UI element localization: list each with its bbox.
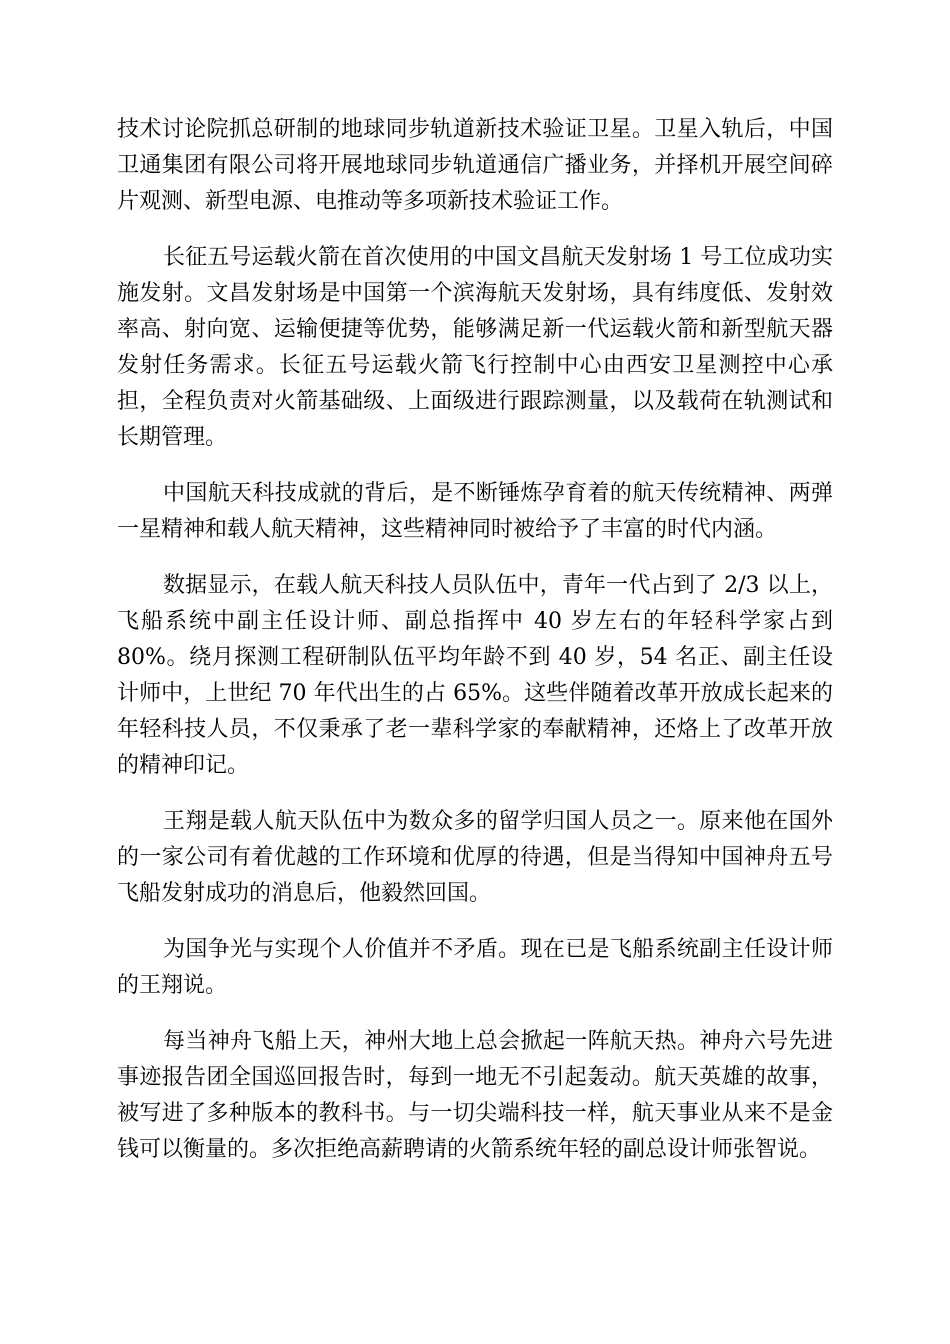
document-page [117, 112, 833, 1188]
paragraph-3: 中国航天科技成就的背后，是不断锤炼孕育着的航天传统精神、两弹一星精神和载人航天精神，这些精神同时被给予了丰富的时代内涵。 [117, 481, 833, 542]
paragraph-6: 为国争光与实现个人价值并不矛盾。现在已是飞船系统副主任设计师的王翔说。 [117, 937, 833, 998]
paragraph-1: 技术讨论院抓总研制的地球同步轨道新技术验证卫星。卫星入轨后，中国卫通集团有限公司将开展地球同步轨道通信广播业务，并择机开展空间碎片观测、新型电源、电推动等多项新技术验证工作。 [117, 117, 833, 214]
paragraph-5: 王翔是载人航天队伍中为数众多的留学归国人员之一。原来他在国外的一家公司有着优越的工作环境和优厚的待遇，但是当得知中国神舟五号飞船发射成功的消息后，他毅然回国。 [117, 809, 833, 906]
paragraph-2: 长征五号运载火箭在首次使用的中国文昌航天发射场 1 号工位成功实施发射。文昌发射场是中国第一个滨海航天发射场，具有纬度低、发射效率高、射向宽、运输便捷等优势，能够满足新一代运载火箭和新型航天器发射任务需求。长征五号运载火箭飞行控制中心由西安卫星测控中心承担，全程负责对火箭基础级、上面级进行跟踪测量，以及载荷在轨测试和长期管理。 [117, 245, 833, 450]
paragraph-7: 每当神舟飞船上天，神州大地上总会掀起一阵航天热。神舟六号先进事迹报告团全国巡回报告时，每到一地无不引起轰动。航天英雄的故事，被写进了多种版本的教科书。与一切尖端科技一样，航天事业从来不是金钱可以衡量的。多次拒绝高薪聘请的火箭系统年轻的副总设计师张智说。 [117, 1029, 833, 1162]
paragraph-4: 数据显示，在载人航天科技人员队伍中，青年一代占到了 2/3 以上，飞船系统中副主任设计师、副总指挥中 40 岁左右的年轻科学家占到 80%。绕月探测工程研制队伍平均年龄不到 40 岁，54 名正、副主任设计师中，上世纪 70 年代出生的占 65%。这些伴随着改革开放成长起来的年轻科技人员，不仅秉承了老一辈科学家的奉献精神，还烙上了改革开放的精神印记。 [117, 573, 833, 778]
